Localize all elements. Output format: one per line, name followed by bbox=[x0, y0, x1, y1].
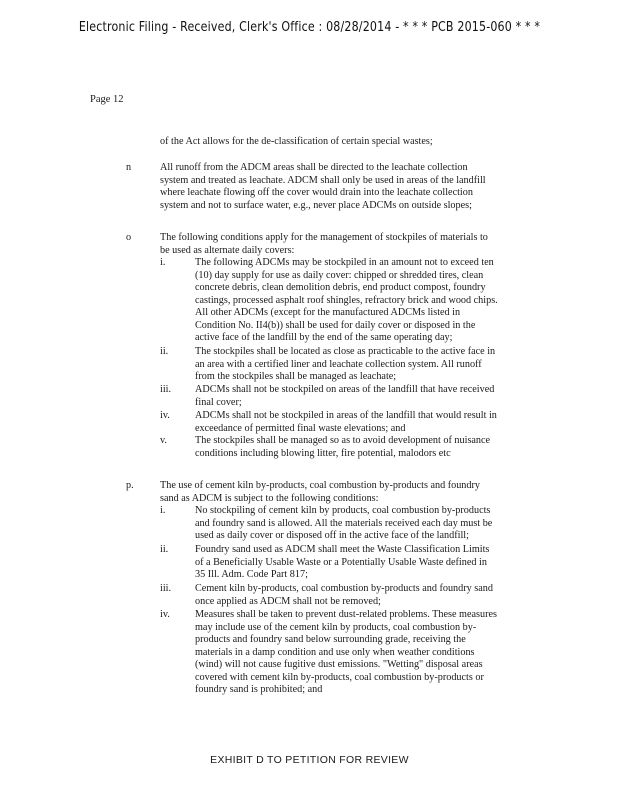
item-p-iv-line: may include use of the cement kiln by products, coal combustion by- bbox=[195, 621, 477, 633]
item-p-iii-line: Cement kiln by-products, coal combustion by-products and foundry sand bbox=[195, 583, 493, 594]
item-n-line: system and treated as leachate. ADCM shall only be used in areas of the landfill bbox=[160, 174, 486, 186]
item-o-v-label: v. bbox=[160, 435, 167, 446]
item-o-i-line: concrete debris, clean demolition debris, end product compost, foundry bbox=[195, 282, 486, 293]
item-o-iii-line: final cover; bbox=[195, 396, 242, 408]
item-p-iv-line: (wind) will not cause fugitive dust emissions. "Wetting" disposal areas bbox=[195, 659, 483, 670]
item-o-intro: The following conditions apply for the management of stockpiles of materials to bbox=[160, 232, 488, 243]
item-o-v-line: The stockpiles shall be managed so as to avoid development of nuisance bbox=[195, 435, 491, 446]
item-p-ii-line: of a Beneficially Usable Waste or a Potentially Usable Waste defined in bbox=[195, 556, 487, 568]
item-p-iv-line: products and foundry sand below surrounding grade, receiving the bbox=[195, 634, 466, 645]
item-o-i-line: Condition No. II4(b)) shall be used for daily cover or disposed in the bbox=[195, 319, 476, 331]
item-o-ii-line: from the stockpiles shall be managed as leachate; bbox=[195, 371, 397, 382]
page-number: Page 12 bbox=[90, 94, 124, 105]
item-p-ii-line: Foundry sand used as ADCM shall meet the Waste Classification Limits bbox=[195, 544, 490, 555]
item-p-intro: sand as ADCM is subject to the following conditions: bbox=[160, 492, 379, 504]
item-o-iv-line: ADCMs shall not be stockpiled in areas of the landfill that would result in bbox=[195, 410, 497, 421]
item-o-ii-line: an area with a certified liner and leachate collection system. All runoff bbox=[195, 358, 482, 370]
item-n-line: system and not to surface water, e.g., never place ADCMs on outside slopes; bbox=[160, 199, 472, 211]
item-p-i-line: and foundry sand is allowed. All the materials received each day must be bbox=[195, 517, 493, 529]
continuation-line: of the Act allows for the de-classification of certain special wastes; bbox=[160, 136, 433, 147]
item-o-i-line: All other ADCMs (except for the manufactured ADCMs listed in bbox=[195, 307, 461, 318]
item-o-label: o bbox=[126, 232, 132, 243]
item-o-i-label: i. bbox=[160, 257, 166, 268]
item-p-intro: The use of cement kiln by-products, coal combustion by-products and foundry bbox=[160, 480, 480, 491]
item-o-ii-label: ii. bbox=[160, 346, 169, 357]
item-n-label: n bbox=[126, 162, 132, 173]
item-p-i-line: used as daily cover or disposed off in the active face of the landfill; bbox=[195, 530, 469, 541]
item-p-i-line: No stockpiling of cement kiln by products, coal combustion by-products bbox=[195, 505, 491, 516]
item-o-iii-line: ADCMs shall not be stockpiled on areas of the landfill that have received bbox=[195, 384, 495, 395]
item-p-iii-label: iii. bbox=[160, 583, 172, 594]
item-p-iv-line: foundry sand is prohibited; and bbox=[195, 684, 323, 695]
item-o-i-line: castings, processed asphalt roof shingles, refractory brick and wood chips. bbox=[195, 294, 498, 306]
item-o-v-line: conditions including blowing litter, fire potential, malodors etc bbox=[195, 447, 451, 459]
item-n-line: All runoff from the ADCM areas shall be directed to the leachate collection bbox=[160, 162, 468, 173]
item-p-i-label: i. bbox=[160, 505, 166, 516]
exhibit-footer: EXHIBIT D TO PETITION FOR REVIEW bbox=[210, 754, 409, 766]
item-p-iv-label: iv. bbox=[160, 609, 170, 620]
item-p-ii-label: ii. bbox=[160, 544, 169, 555]
electronic-filing-stamp: Electronic Filing - Received, Clerk's Office : 08/28/2014 - * * * PCB 2015-060 * * * bbox=[78, 19, 541, 35]
item-p-iv-line: materials in a damp condition and use only when weather conditions bbox=[195, 646, 475, 658]
item-n-line: where leachate flowing off the cover would drain into the leachate collection bbox=[160, 187, 473, 198]
item-o-i-line: (10) day supply for use as daily cover: chipped or shredded tires, clean bbox=[195, 269, 484, 281]
item-o-intro: be used as alternate daily covers: bbox=[160, 244, 295, 256]
item-o-i-line: The following ADCMs may be stockpiled in an amount not to exceed ten bbox=[195, 257, 494, 268]
item-o-ii-line: The stockpiles shall be located as close as practicable to the active face in bbox=[195, 346, 496, 357]
item-p-label: p. bbox=[126, 480, 134, 491]
item-o-iii-label: iii. bbox=[160, 384, 172, 395]
item-p-iv-line: Measures shall be taken to prevent dust-related problems. These measures bbox=[195, 609, 497, 620]
item-p-iii-line: once applied as ADCM shall not be removed; bbox=[195, 595, 381, 607]
item-o-iv-line: exceedance of permitted final waste elevations; and bbox=[195, 422, 406, 434]
item-p-iv-line: covered with cement kiln by-products, coal combustion by-products or bbox=[195, 671, 484, 683]
item-o-i-line: active face of the landfill by the end of the same operating day; bbox=[195, 332, 453, 343]
item-o-iv-label: iv. bbox=[160, 410, 170, 421]
item-p-ii-line: 35 Ill. Adm. Code Part 817; bbox=[195, 569, 308, 580]
